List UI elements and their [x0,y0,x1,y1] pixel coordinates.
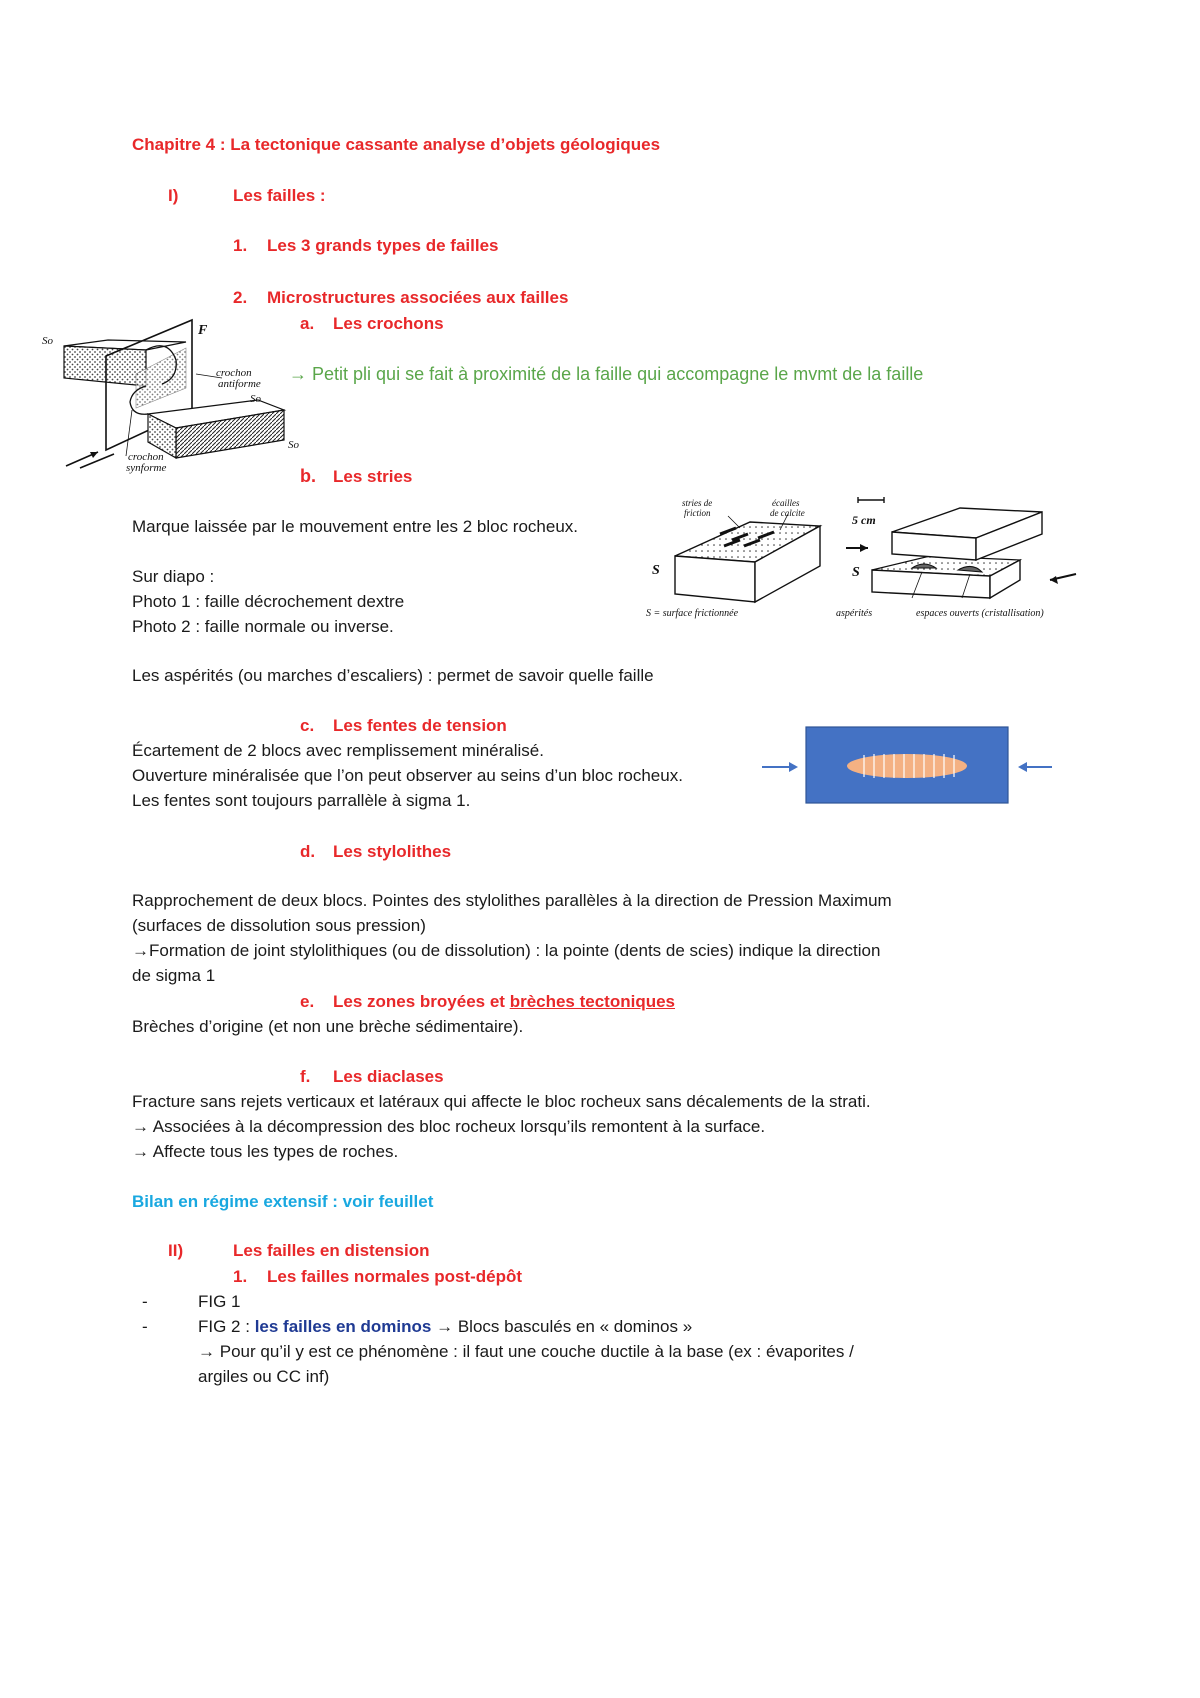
item-c-letter: c. [300,716,315,735]
ecailles-label-2: de calcite [770,508,805,518]
arrow-icon: → [289,364,307,384]
stries-text-1: Marque laissée par le mouvement entre les 2 bloc rocheux. [132,517,579,536]
ecailles-label-1: écailles [772,498,800,508]
scale-label: 5 cm [852,513,876,527]
crochon-description [289,363,923,385]
surface-s-left: S [652,563,660,578]
item-f-title: Les diaclases [333,1067,444,1086]
item-e-title-part-1: Les zones broyées et [333,992,510,1011]
diaclases-text-1: Fracture sans rejets verticaux et latéraux qui affecte le bloc rocheux sans décalements de la strati. [132,1092,871,1111]
arrow-icon: → [198,1342,215,1361]
arrow-icon: → [132,941,149,960]
surface-legend: S = surface frictionnée [646,608,739,619]
crochon-description-text: Petit pli qui se fait à proximité de la faille qui accompagne le mvmt de la faille [312,364,924,384]
section-2-title: Les failles en distension [233,1241,430,1260]
stylolithes-text-1: Rapprochement de deux blocs. Pointes des stylolithes parallèles à la direction de Pression Maximum [132,891,892,910]
subsection-2-1-number: 1. [233,1267,248,1286]
item-a-title: Les crochons [333,314,444,333]
so-label-3: So [288,439,299,451]
stries-figure [640,494,1080,620]
subsection-2-title: Microstructures associées aux failles [267,288,569,307]
fentes-text-2: Ouverture minéralisée que l’on peut observer au seins d’un bloc rocheux. [132,766,683,785]
arrow-icon: → [132,1117,149,1136]
diaclases-text-2-body: Associées à la décompression des bloc rocheux lorsqu’ils remontent à la surface. [152,1117,766,1136]
stries-text-3: Photo 1 : faille décrochement dextre [132,592,405,611]
subsection-1-number: 1. [233,236,248,255]
tension-vein [847,754,967,778]
section-1-number: I) [168,186,179,205]
stries-text-5: Les aspérités (ou marches d’escaliers) : permet de savoir quelle faille [132,666,654,685]
diaclases-text-2 [132,1116,765,1138]
fig2-highlight: les failles en dominos [254,1317,432,1336]
breches-text-1: Brèches d’origine (et non une brèche sédimentaire). [132,1017,524,1036]
diaclases-text-3 [132,1141,398,1163]
so-label-2: So [250,393,261,405]
stries-label-1: stries de [682,498,713,508]
stries-text-2: Sur diapo : [132,567,215,586]
stylolithes-text-4: de sigma 1 [132,966,216,985]
synforme-label-2: synforme [126,462,167,474]
arrow-icon: → [132,1142,149,1161]
fig2-label: FIG 2 : [198,1317,255,1336]
section-1-title: Les failles : [233,186,326,205]
section-2-number: II) [168,1241,184,1260]
stylolithes-text-3 [132,940,880,962]
item-d-letter: d. [300,842,316,861]
list-dash-1: - [142,1292,148,1311]
antiforme-label-2: antiforme [218,378,261,390]
arrow-icon: → [436,1317,454,1336]
fig2-text-2 [198,1341,854,1363]
fentes-text-1: Écartement de 2 blocs avec remplissement minéralisé. [132,741,544,760]
item-e-title-part-2: brèches tectoniques [509,992,676,1011]
fentes-text-3: Les fentes sont toujours parrallèle à sigma 1. [132,791,471,810]
fig2-desc: Blocs basculés en « dominos » [457,1317,693,1336]
item-d-title: Les stylolithes [333,842,452,861]
subsection-1-title: Les 3 grands types de failles [267,236,499,255]
list-item-fig2 [198,1316,692,1338]
fig2-text-3: argiles ou CC inf) [198,1367,330,1386]
crochon-figure [36,318,306,478]
subsection-2-1-title: Les failles normales post-dépôt [267,1267,523,1286]
stries-text-4: Photo 2 : faille normale ou inverse. [132,617,394,636]
espaces-label: espaces ouverts (cristallisation) [916,608,1044,619]
antiforme-label-1: crochon [216,367,252,379]
so-label: So [42,335,53,347]
arrow-left-icon [1018,762,1027,772]
stylolithes-text-2: (surfaces de dissolution sous pression) [132,916,426,935]
item-a-letter: a. [300,314,315,333]
stries-label-2: friction [684,508,711,518]
bilan-note: Bilan en régime extensif : voir feuillet [132,1192,434,1211]
asperites-label: aspérités [836,608,873,619]
item-e-letter: e. [300,992,315,1011]
item-c-title: Les fentes de tension [333,716,507,735]
arrow-right-icon [789,762,798,772]
stylolithes-text-3-body: Formation de joint stylolithiques (ou de dissolution) : la pointe (dents de scies) indique la direction [149,941,881,960]
fig2-text-2-body: Pour qu’il y est ce phénomène : il faut une couche ductile à la base (ex : évaporites / [219,1342,854,1361]
item-e-title [333,991,675,1013]
item-b-letter: b. [300,466,316,486]
synforme-label-1: crochon [128,451,164,463]
fentes-figure [756,726,1056,806]
list-item-fig1: FIG 1 [198,1292,241,1311]
list-dash-2: - [142,1317,148,1336]
surface-s-right: S [852,565,860,580]
diaclases-text-3-body: Affecte tous les types de roches. [152,1142,399,1161]
fault-label: F [198,323,208,338]
item-b-title: Les stries [333,467,413,486]
subsection-2-number: 2. [233,288,248,307]
page-title: Chapitre 4 : La tectonique cassante analyse d’objets géologiques [132,135,661,154]
item-f-letter: f. [300,1067,311,1086]
